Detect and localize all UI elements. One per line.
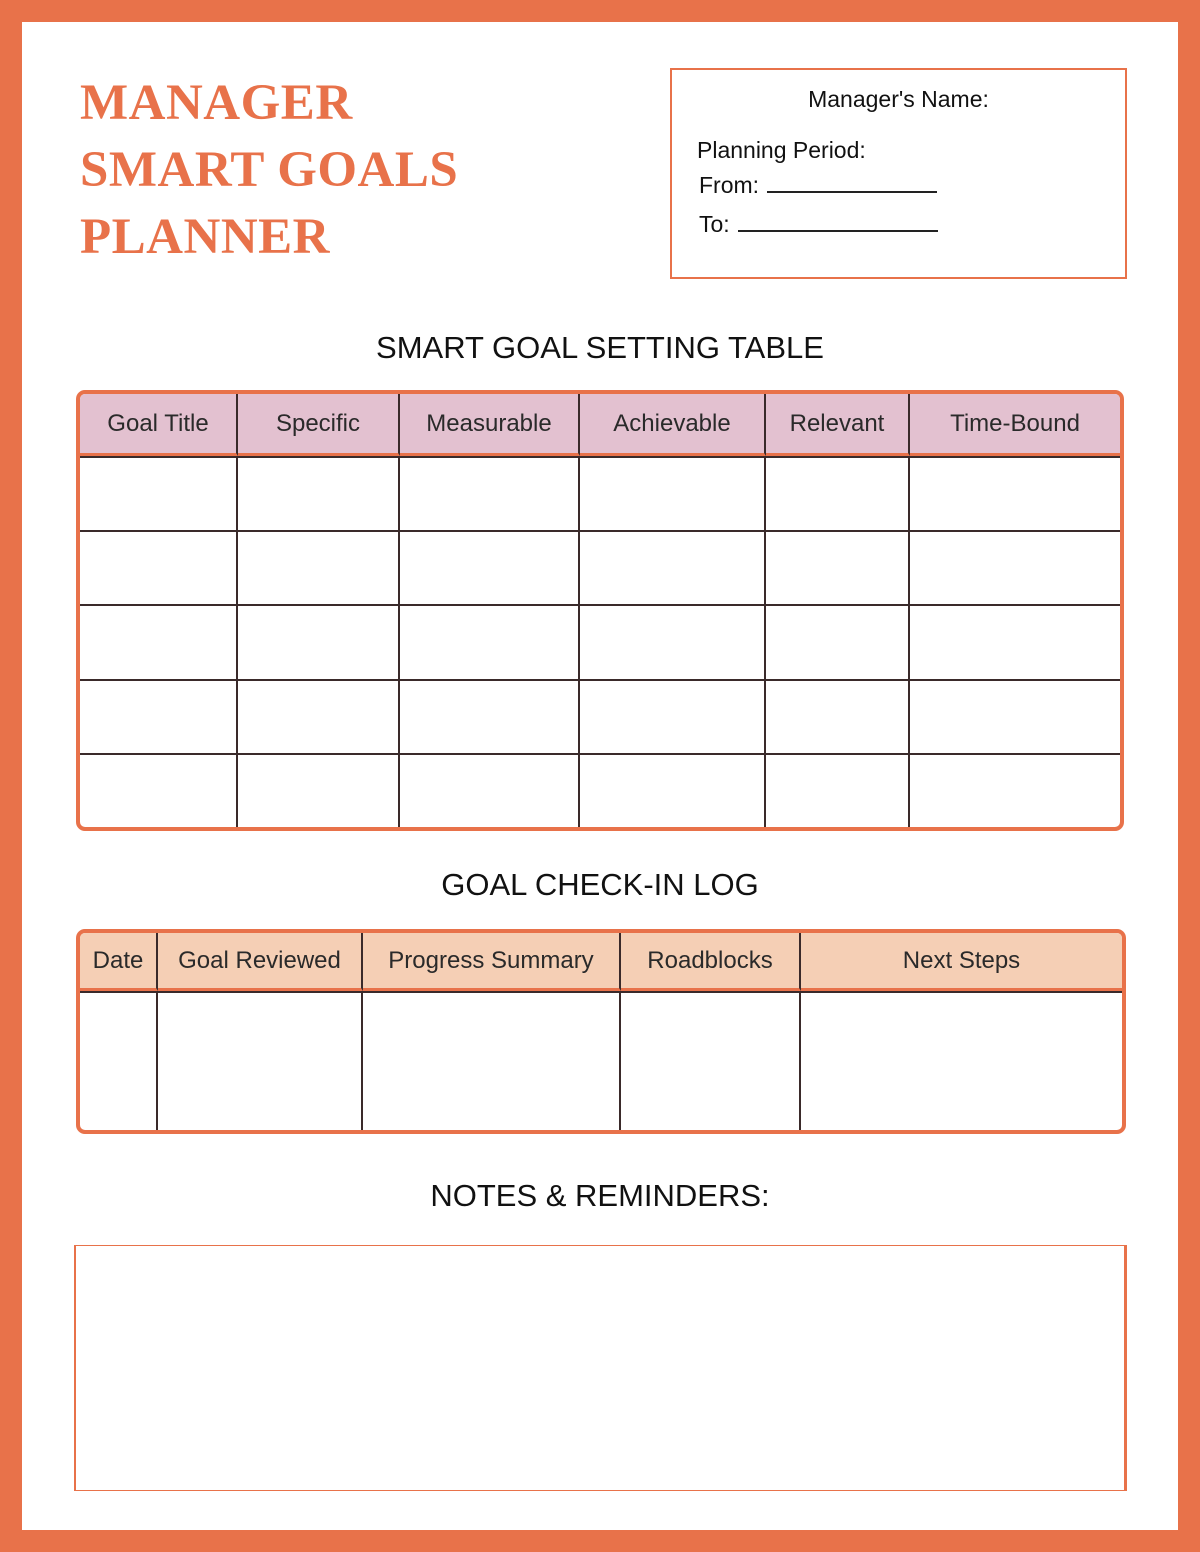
table-cell[interactable]: [400, 679, 580, 753]
table-cell[interactable]: [910, 530, 1120, 604]
table-header-row: [80, 933, 1122, 991]
title-line: MANAGER: [80, 75, 353, 131]
table-cell[interactable]: [238, 679, 400, 753]
table-cell[interactable]: [766, 530, 910, 604]
table-cell[interactable]: [80, 753, 238, 827]
table-cell[interactable]: [801, 991, 1122, 1130]
table-cell[interactable]: [766, 753, 910, 827]
table-row: [80, 679, 1120, 753]
table-cell[interactable]: [580, 604, 766, 678]
planning-period-label: Planning Period:: [697, 137, 866, 163]
column-header-roadblocks: Roadblocks: [621, 933, 801, 991]
table-cell[interactable]: [766, 679, 910, 753]
to-field[interactable]: [699, 210, 938, 238]
table-cell[interactable]: [580, 456, 766, 530]
table-cell[interactable]: [238, 753, 400, 827]
table-row: [80, 456, 1120, 530]
column-header-progress-summary: Progress Summary: [363, 933, 621, 991]
column-header-date: Date: [80, 933, 158, 991]
notes-title: NOTES & REMINDERS:: [430, 1178, 770, 1213]
smart-goal-table: [76, 390, 1124, 831]
table-cell[interactable]: [621, 991, 801, 1130]
title-line: SMART GOALS: [80, 142, 459, 198]
table-cell[interactable]: [766, 604, 910, 678]
column-header-goal-reviewed: Goal Reviewed: [158, 933, 363, 991]
from-blank-line[interactable]: [767, 171, 937, 193]
table-cell[interactable]: [80, 679, 238, 753]
table-cell[interactable]: [910, 604, 1120, 678]
managers-name-label: Manager's Name:: [808, 86, 989, 112]
title-line: PLANNER: [80, 209, 331, 265]
table-header-row: [80, 394, 1120, 456]
page-title: [80, 70, 600, 271]
managers-name-field[interactable]: [672, 86, 1125, 113]
table-cell[interactable]: [363, 991, 621, 1130]
table-cell[interactable]: [766, 456, 910, 530]
checkin-log-table: [76, 929, 1126, 1134]
table-cell[interactable]: [238, 456, 400, 530]
table-cell[interactable]: [238, 604, 400, 678]
table-cell[interactable]: [400, 604, 580, 678]
smart-table-title: SMART GOAL SETTING TABLE: [376, 330, 824, 365]
table-cell[interactable]: [910, 753, 1120, 827]
checkin-log-title: GOAL CHECK-IN LOG: [441, 867, 759, 902]
table-cell[interactable]: [400, 753, 580, 827]
table-row: [80, 991, 1122, 1130]
column-header-relevant: Relevant: [766, 394, 910, 456]
table-row: [80, 604, 1120, 678]
table-cell[interactable]: [80, 456, 238, 530]
table-cell[interactable]: [580, 679, 766, 753]
to-blank-line[interactable]: [738, 210, 938, 232]
column-header-measurable: Measurable: [400, 394, 580, 456]
table-cell[interactable]: [80, 604, 238, 678]
column-header-next-steps: Next Steps: [801, 933, 1122, 991]
table-cell[interactable]: [580, 753, 766, 827]
to-label: To:: [699, 211, 730, 237]
table-row: [80, 753, 1120, 827]
column-header-specific: Specific: [238, 394, 400, 456]
planner-page: [22, 22, 1178, 1530]
from-field[interactable]: [699, 171, 937, 199]
table-cell[interactable]: [158, 991, 363, 1130]
table-cell[interactable]: [580, 530, 766, 604]
column-header-achievable: Achievable: [580, 394, 766, 456]
table-cell[interactable]: [80, 991, 158, 1130]
table-cell[interactable]: [400, 530, 580, 604]
table-cell[interactable]: [238, 530, 400, 604]
from-label: From:: [699, 172, 760, 198]
table-cell[interactable]: [910, 679, 1120, 753]
manager-info-box: [670, 68, 1127, 279]
table-cell[interactable]: [80, 530, 238, 604]
column-header-time-bound: Time-Bound: [910, 394, 1120, 456]
table-cell[interactable]: [910, 456, 1120, 530]
table-cell[interactable]: [400, 456, 580, 530]
notes-area[interactable]: [74, 1245, 1127, 1491]
table-row: [80, 530, 1120, 604]
column-header-goal-title: Goal Title: [80, 394, 238, 456]
